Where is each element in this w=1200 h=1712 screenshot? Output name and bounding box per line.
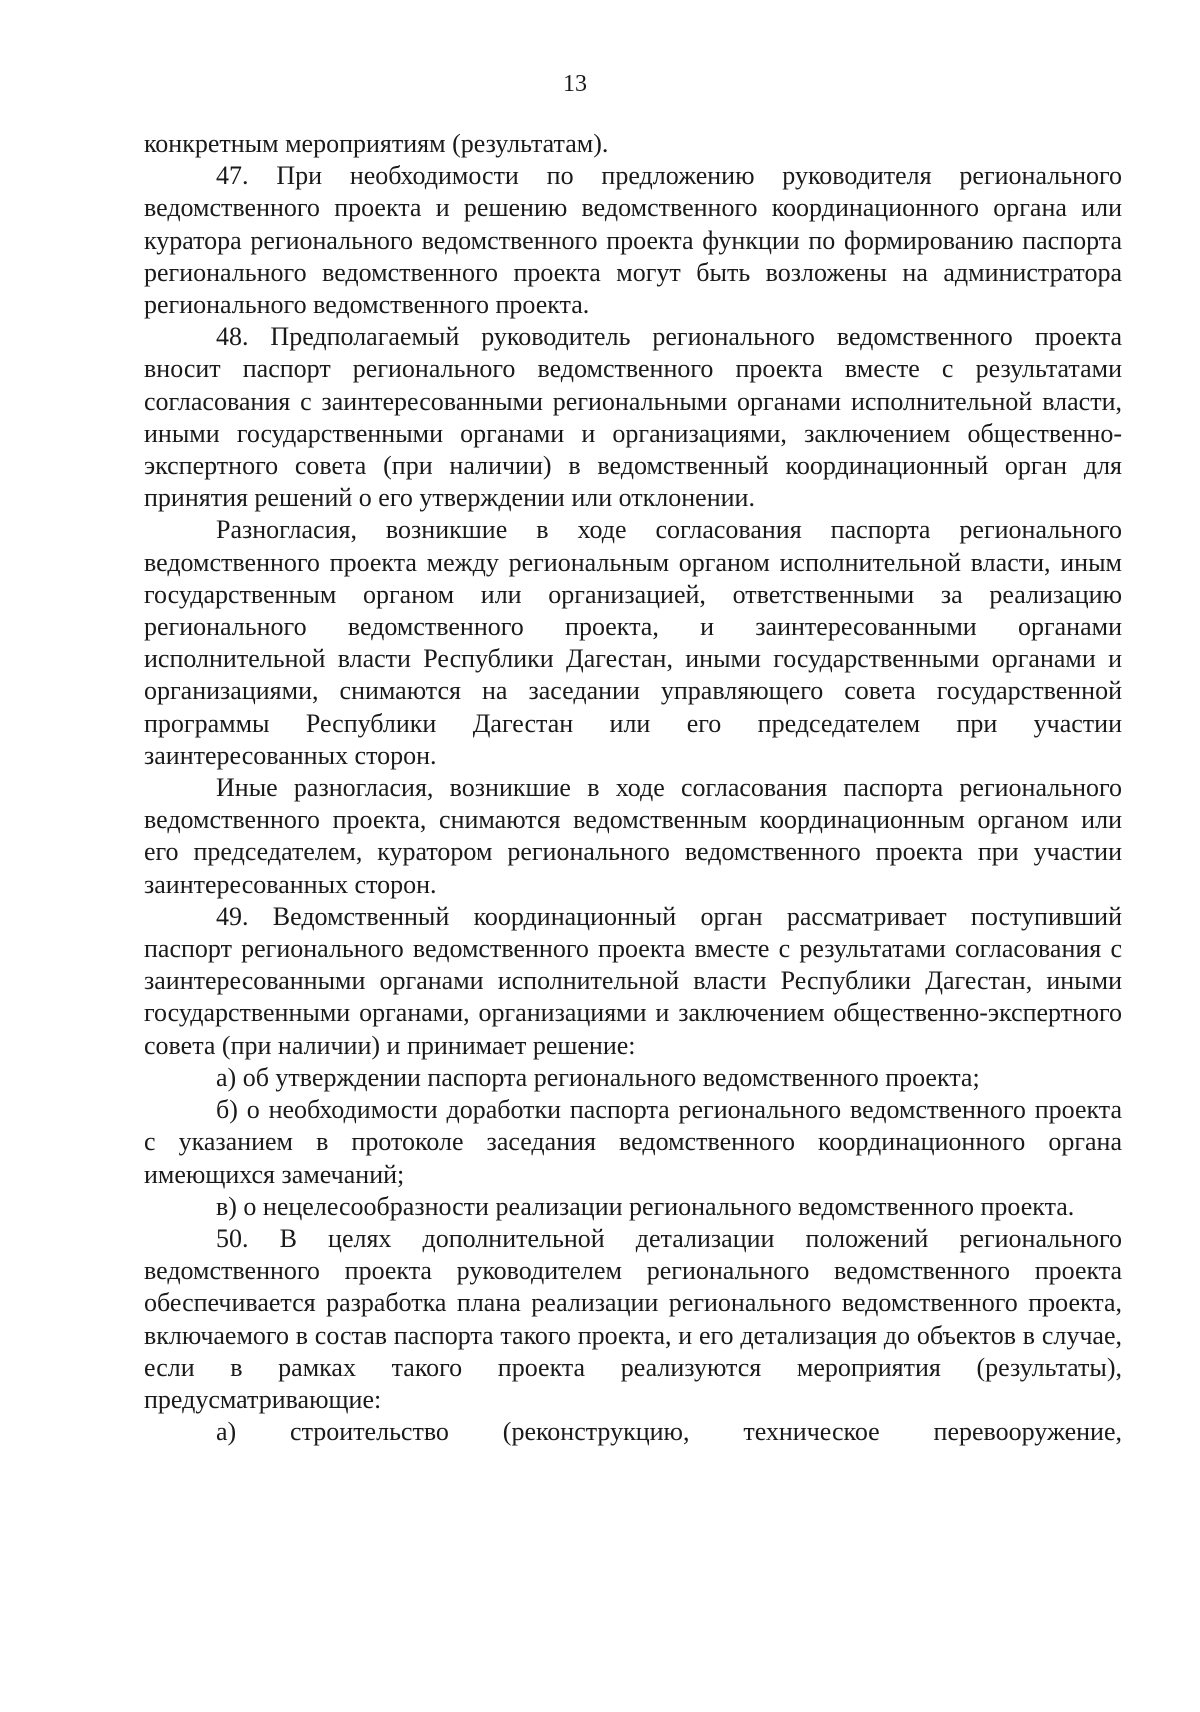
document-body bbox=[144, 128, 1122, 1448]
paragraph-47: 47. При необходимости по предложению руководителя регионального ведомственного проекта и решению ведомственного координационного органа или куратора регионального ведомственного проекта функции по формированию паспорта регионального ведомственного проекта могут быть возложены на администратора регионального ведомственного проекта. bbox=[144, 161, 1122, 320]
paragraph-continuation: конкретным мероприятиям (результатам). bbox=[144, 129, 609, 158]
list-item-b: б) о необходимости доработки паспорта регионального ведомственного проекта с указанием в протоколе заседания ведомственного координационного органа имеющихся замечаний; bbox=[144, 1095, 1122, 1189]
list-item-a-construction: а) строительство (реконструкцию, техническое перевооружение, bbox=[216, 1417, 1122, 1447]
paragraph-48: 48. Предполагаемый руководитель регионального ведомственного проекта вносит паспорт регионального ведомственного проекта вместе с результатами согласования с заинтересованными региональными органами исполнительной власти, иными государственными органами и организациями, заключением общественно-экспертного совета (при наличии) в ведомственный координационный орган для принятия решений о его утверждении или отклонении. bbox=[144, 322, 1122, 513]
paragraph-disagreements: Разногласия, возникшие в ходе согласования паспорта регионального ведомственного проекта между региональным органом исполнительной власти, иным государственным органом или организацией, ответственными за реализацию регионального ведомственного проекта, и заинтересованными органами исполнительной власти Республики Дагестан, иными государственными органами и организациями, снимаются на заседании управляющего совета государственной программы Республики Дагестан или его председателем при участии заинтересованных сторон. bbox=[144, 515, 1122, 770]
paragraph-49: 49. Ведомственный координационный орган рассматривает поступивший паспорт регионального ведомственного проекта вместе с результатами согласования с заинтересованными органами исполнительной власти Республики Дагестан, иными государственными органами, организациями и заключением общественно-экспертного совета (при наличии) и принимает решение: bbox=[144, 901, 1122, 1060]
paragraph-50: 50. В целях дополнительной детализации положений регионального ведомственного проекта руководителем регионального ведомственного проекта обеспечивается разработка плана реализации регионального ведомственного проекта, включаемого в состав паспорта такого проекта, и его детализация до объектов в случае, если в рамках такого проекта реализуются мероприятия (результаты), предусматривающие: bbox=[144, 1223, 1122, 1414]
list-item-v: в) о нецелесообразности реализации регионального ведомственного проекта. bbox=[216, 1191, 1075, 1221]
list-item-a: а) об утверждении паспорта регионального ведомственного проекта; bbox=[216, 1062, 980, 1092]
page-number: 13 bbox=[563, 71, 587, 97]
paragraph-other-disagreements: Иные разногласия, возникшие в ходе согласования паспорта регионального ведомственного проекта, снимаются ведомственным координационным органом или его председателем, куратором регионального ведомственного проекта при участии заинтересованных сторон. bbox=[144, 773, 1122, 899]
